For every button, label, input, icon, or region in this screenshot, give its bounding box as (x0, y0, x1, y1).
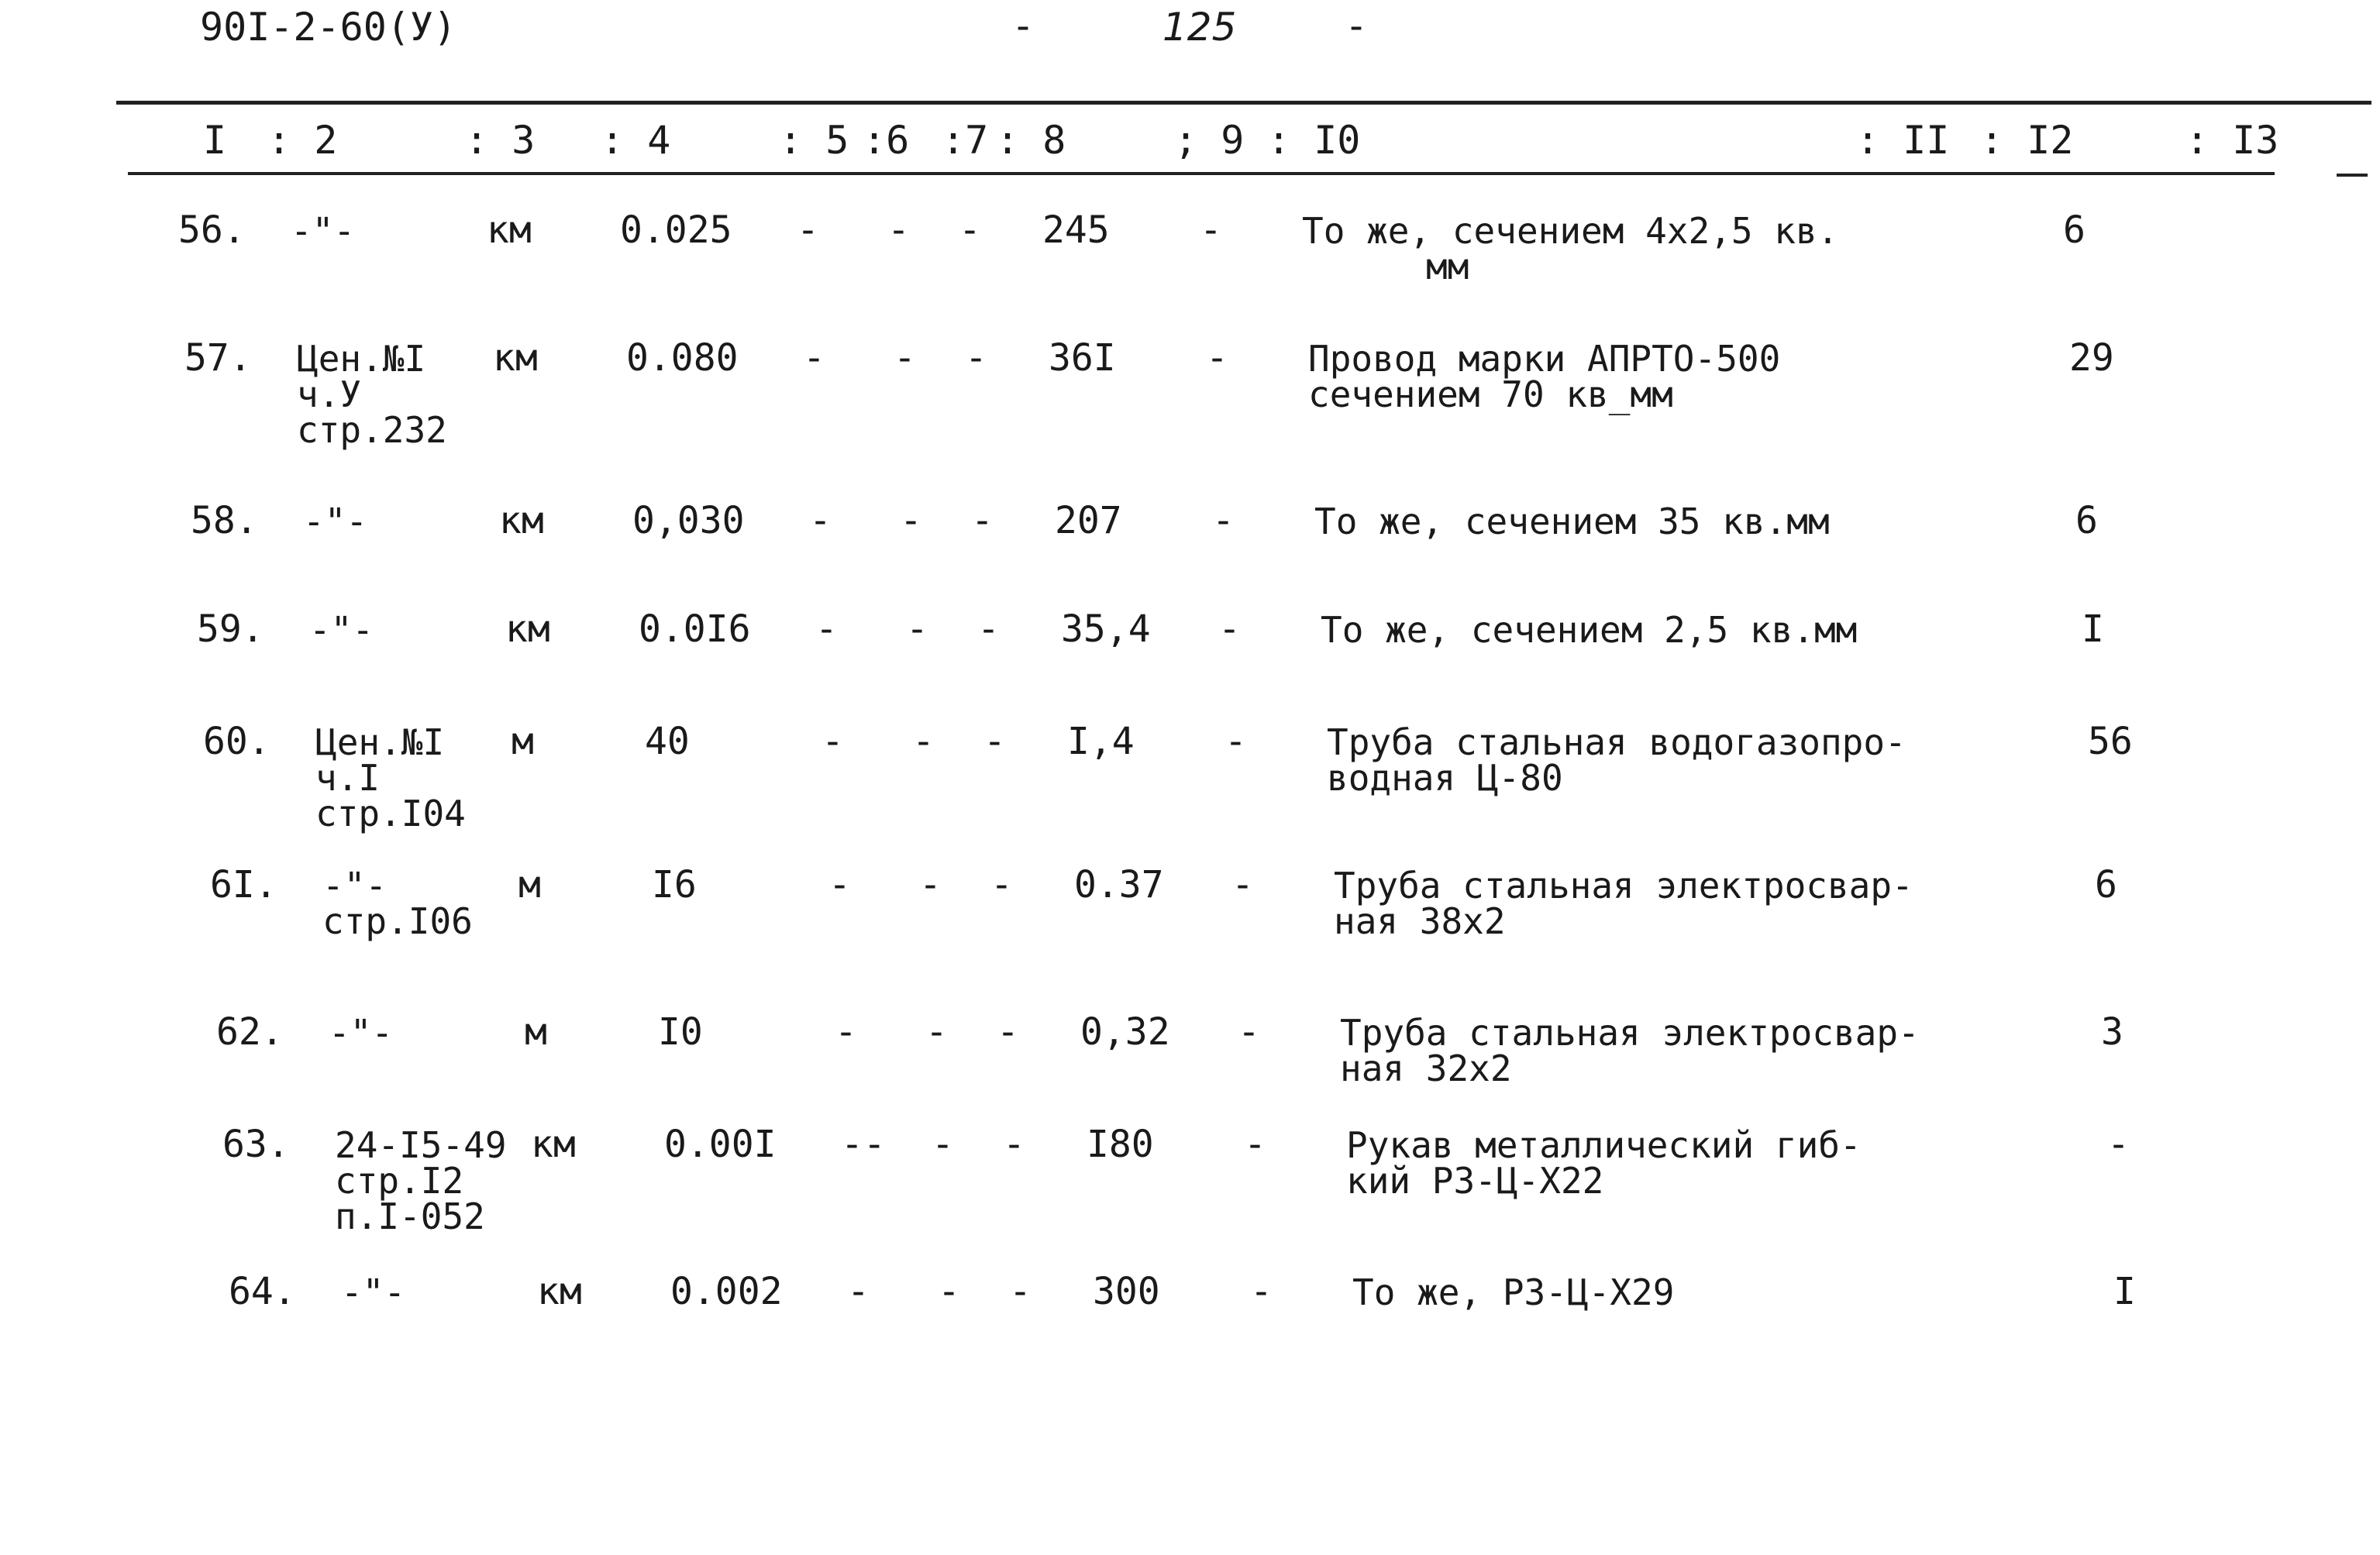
cell-c7: - (1003, 1123, 1025, 1166)
column-header-9: ; 9 (1174, 118, 1245, 163)
cell-description: То же, РЗ-Ц-Х29 (1352, 1271, 1675, 1313)
cell-c7: - (997, 1010, 1019, 1054)
cell-c12: 56 (2088, 720, 2133, 763)
cell-reference: 24-I5-49 (335, 1124, 507, 1166)
cell-reference: -"- (341, 1271, 406, 1313)
cell-c5: - (797, 208, 819, 252)
cell-description: Труба стальная водогазопро- (1327, 721, 1906, 763)
cell-unit: км (537, 1270, 582, 1313)
cell-c7: - (990, 863, 1013, 907)
cell-unit: км (493, 336, 538, 380)
cell-description: Труба стальная электросвар- (1340, 1012, 1920, 1054)
cell-description: водная Ц-80 (1327, 757, 1563, 799)
column-header-2: : 2 (267, 118, 338, 163)
cell-qty: 40 (645, 720, 690, 763)
cell-reference: -"- (303, 501, 368, 542)
cell-c12: - (2107, 1123, 2130, 1166)
cell-c8: 35,4 (1061, 607, 1151, 651)
cell-c7: - (965, 336, 987, 380)
cell-c6: - (906, 607, 928, 651)
cell-unit: км (487, 208, 532, 252)
cell-c6: - (912, 720, 935, 763)
header-rule-top (116, 101, 2371, 105)
cell-unit: м (525, 1010, 547, 1054)
cell-c5: - (809, 499, 832, 542)
cell-c6: - (932, 1123, 954, 1166)
page-number-dash-left: - (1011, 3, 1035, 48)
cell-num: 6I. (210, 863, 277, 907)
cell-c9: - (1218, 607, 1241, 651)
cell-description: сечением 70 кв_мм (1308, 373, 1673, 415)
cell-reference: ч.I (315, 757, 381, 799)
cell-c6: - (938, 1270, 960, 1313)
cell-c12: 29 (2069, 336, 2114, 380)
column-header-6: :6 (863, 118, 910, 163)
column-header-10: : I0 (1267, 118, 1361, 163)
cell-qty: 0.002 (670, 1270, 783, 1313)
cell-c8: 207 (1055, 499, 1122, 542)
cell-c9: - (1250, 1270, 1273, 1313)
column-header-3: : 3 (465, 118, 536, 163)
cell-c7: - (977, 607, 1000, 651)
cell-c6: - (925, 1010, 948, 1054)
cell-description: Труба стальная электросвар- (1334, 865, 1913, 907)
cell-c6: - (894, 336, 916, 380)
cell-c9: - (1206, 336, 1228, 380)
cell-c5: -- (841, 1123, 886, 1166)
cell-c5: - (821, 720, 844, 763)
cell-num: 64. (229, 1270, 296, 1313)
cell-unit: км (505, 607, 550, 651)
column-header-7: :7 (942, 118, 989, 163)
cell-description: То же, сечением 4х2,5 кв. (1302, 210, 1839, 252)
cell-c5: - (803, 336, 825, 380)
cell-c9: - (1212, 499, 1235, 542)
column-header-5: : 5 (779, 118, 849, 163)
cell-c12: 6 (2095, 863, 2117, 907)
cell-description: ная 32х2 (1340, 1048, 1512, 1089)
cell-reference: Цен.№I (297, 338, 426, 380)
cell-c9: - (1244, 1123, 1266, 1166)
cell-reference: стр.232 (297, 409, 447, 451)
cell-unit: м (511, 720, 534, 763)
cell-c9: - (1231, 863, 1254, 907)
cell-reference: -"- (329, 1012, 394, 1054)
cell-c7: - (1009, 1270, 1032, 1313)
cell-description: То же, сечением 35 кв.мм (1314, 501, 1830, 542)
cell-c12: 3 (2101, 1010, 2123, 1054)
cell-unit: м (518, 863, 541, 907)
cell-reference: ч.У (297, 373, 362, 415)
cell-c12: I (2113, 1270, 2136, 1313)
cell-qty: I0 (658, 1010, 703, 1054)
cell-reference: Цен.№I (315, 721, 445, 763)
cell-c9: - (1238, 1010, 1260, 1054)
cell-qty: 0.00I (664, 1123, 777, 1166)
cell-num: 57. (184, 336, 252, 380)
cell-num: 56. (178, 208, 246, 252)
cell-qty: 0.025 (620, 208, 732, 252)
cell-reference: -"- (322, 865, 387, 907)
cell-num: 62. (216, 1010, 284, 1054)
cell-c5: - (815, 607, 838, 651)
cell-c12: 6 (2063, 208, 2086, 252)
header-rule-bottom-tail (2337, 174, 2368, 177)
cell-qty: I6 (652, 863, 697, 907)
cell-num: 58. (191, 499, 258, 542)
cell-c12: I (2082, 607, 2104, 651)
cell-c6: - (919, 863, 942, 907)
cell-c9: - (1224, 720, 1247, 763)
column-header-13: : I3 (2185, 118, 2279, 163)
cell-num: 59. (197, 607, 264, 651)
cell-c12: 6 (2075, 499, 2098, 542)
cell-c8: I,4 (1067, 720, 1135, 763)
cell-unit: км (499, 499, 544, 542)
cell-c8: 0,32 (1080, 1010, 1170, 1054)
cell-c7: - (971, 499, 994, 542)
cell-c5: - (828, 863, 851, 907)
column-header-4: : 4 (601, 118, 671, 163)
cell-reference: стр.I04 (315, 793, 466, 834)
cell-description: кий РЗ-Ц-Х22 (1346, 1160, 1604, 1202)
cell-qty: 0,030 (632, 499, 745, 542)
column-header-12: : I2 (1980, 118, 2074, 163)
cell-c7: - (959, 208, 981, 252)
document-code: 90I-2-60(У) (200, 5, 457, 50)
cell-description: мм (1426, 246, 1469, 287)
cell-reference: стр.I06 (322, 900, 473, 942)
cell-c8: 0.37 (1074, 863, 1164, 907)
cell-c6: - (887, 208, 910, 252)
cell-qty: 0.0I6 (639, 607, 751, 651)
cell-c9: - (1200, 208, 1222, 252)
cell-reference: стр.I2 (335, 1160, 464, 1202)
cell-c8: 300 (1093, 1270, 1160, 1313)
cell-unit: км (531, 1123, 576, 1166)
cell-c8: I80 (1087, 1123, 1154, 1166)
cell-c5: - (835, 1010, 857, 1054)
cell-c8: 245 (1042, 208, 1110, 252)
column-header-8: : 8 (996, 118, 1066, 163)
column-header-1: I (203, 118, 227, 163)
header-rule-bottom (128, 172, 2275, 175)
cell-c5: - (847, 1270, 870, 1313)
cell-description: Провод марки АПРТО-500 (1308, 338, 1781, 380)
page-number: 125 (1162, 5, 1237, 50)
column-header-11: : II (1856, 118, 1950, 163)
page-number-dash-right: - (1345, 3, 1369, 48)
cell-description: Рукав металлический гиб- (1346, 1124, 1862, 1166)
cell-c7: - (983, 720, 1006, 763)
cell-reference: -"- (291, 210, 356, 252)
cell-reference: п.I-052 (335, 1195, 485, 1237)
cell-c8: 36I (1049, 336, 1116, 380)
cell-num: 60. (203, 720, 270, 763)
cell-description: То же, сечением 2,5 кв.мм (1321, 609, 1858, 651)
cell-num: 63. (222, 1123, 290, 1166)
cell-c6: - (900, 499, 922, 542)
cell-reference: -"- (309, 609, 374, 651)
cell-description: ная 38х2 (1334, 900, 1506, 942)
cell-qty: 0.080 (626, 336, 739, 380)
